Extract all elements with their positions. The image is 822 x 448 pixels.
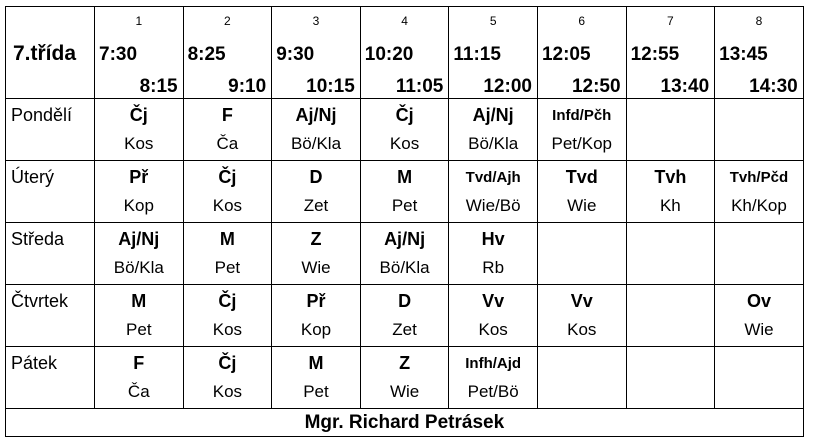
lesson-teacher: Rb	[482, 258, 505, 277]
lesson-cell	[360, 223, 449, 285]
period-number: 8	[755, 14, 763, 28]
lesson-cell	[183, 223, 272, 285]
lesson-subject: Aj/Nj	[384, 229, 426, 249]
lesson-teacher: Bö/Kla	[113, 258, 164, 277]
lesson-teacher: Wie	[389, 382, 420, 401]
day-row	[6, 347, 804, 409]
lesson-subject: Infd/Pčh	[552, 107, 612, 124]
lesson-cell	[183, 347, 272, 409]
lesson-teacher: Kh/Kop	[731, 196, 787, 215]
period-end-time: 11:05	[395, 76, 444, 97]
lesson-subject: Tvh/Pčd	[729, 169, 789, 186]
footer-row	[6, 409, 804, 437]
day-name: Středa	[11, 229, 65, 249]
lesson-subject: Ov	[746, 291, 771, 311]
lesson-teacher: Pet/Kop	[551, 134, 613, 153]
lesson-teacher: Kos	[212, 320, 243, 339]
lesson-subject: Hv	[481, 229, 505, 249]
day-name-cell	[6, 223, 95, 285]
period-header-7	[626, 7, 715, 99]
lesson-teacher: Bö/Kla	[290, 134, 342, 153]
day-name-cell	[6, 285, 95, 347]
period-start-time: 10:20	[364, 44, 414, 65]
class-cell	[6, 7, 95, 99]
lesson-subject: Z	[399, 353, 411, 373]
lesson-teacher: Kop	[300, 320, 332, 339]
lesson-teacher: Pet	[214, 258, 241, 277]
period-start-time: 11:15	[453, 44, 501, 65]
day-row	[6, 285, 804, 347]
period-number: 3	[312, 14, 320, 28]
lesson-subject: Tvd	[565, 167, 598, 187]
lesson-cell	[449, 99, 538, 161]
lesson-teacher: Wie/Bö	[465, 196, 521, 215]
lesson-cell	[715, 285, 804, 347]
lesson-teacher: Kh	[659, 196, 681, 215]
period-start-time: 13:45	[719, 44, 768, 65]
lesson-cell	[715, 99, 804, 161]
lesson-cell	[626, 285, 715, 347]
day-row	[6, 99, 804, 161]
period-header-1	[95, 7, 184, 99]
lesson-subject: Aj/Nj	[472, 105, 514, 125]
day-name: Čtvrtek	[11, 291, 69, 311]
lesson-subject: Čj	[395, 105, 414, 125]
lesson-cell	[95, 161, 184, 223]
lesson-cell	[360, 347, 449, 409]
day-name-cell	[6, 161, 95, 223]
lesson-subject: M	[308, 353, 324, 373]
lesson-cell	[449, 223, 538, 285]
lesson-cell	[360, 99, 449, 161]
lesson-cell	[537, 161, 626, 223]
lesson-cell	[360, 285, 449, 347]
timetable	[5, 6, 804, 437]
period-number: 6	[578, 14, 586, 28]
class-label: 7.třída	[13, 42, 77, 65]
lesson-subject: D	[398, 291, 412, 311]
day-name-cell	[6, 99, 95, 161]
lesson-cell	[272, 285, 361, 347]
period-start-time: 7:30	[99, 44, 138, 65]
lesson-cell	[272, 223, 361, 285]
period-end-time: 13:40	[660, 76, 710, 97]
lesson-cell	[715, 223, 804, 285]
lesson-subject: D	[309, 167, 323, 187]
lesson-teacher: Pet	[391, 196, 418, 215]
lesson-teacher: Kop	[123, 196, 154, 215]
period-end-time: 8:15	[139, 76, 178, 97]
lesson-cell	[95, 285, 184, 347]
lesson-cell	[715, 161, 804, 223]
period-header-2	[183, 7, 272, 99]
lesson-teacher: Wie	[744, 320, 774, 339]
period-header-8	[715, 7, 804, 99]
lesson-teacher: Pet	[303, 382, 329, 401]
lesson-teacher: Wie	[567, 196, 597, 215]
day-name: Pondělí	[11, 105, 73, 125]
lesson-subject: M	[397, 167, 413, 187]
lesson-cell	[626, 223, 715, 285]
lesson-teacher: Kos	[212, 382, 243, 401]
period-start-time: 12:05	[541, 44, 591, 65]
lesson-teacher: Zet	[303, 196, 329, 215]
lesson-subject: Tvh	[654, 167, 687, 187]
day-row	[6, 161, 804, 223]
lesson-cell	[449, 347, 538, 409]
lesson-subject: Vv	[482, 291, 505, 311]
lesson-subject: Čj	[218, 291, 237, 311]
lesson-subject: Tvd/Ajh	[465, 169, 521, 186]
lesson-cell	[95, 223, 184, 285]
day-name-cell	[6, 347, 95, 409]
lesson-subject: Čj	[129, 105, 148, 125]
lesson-teacher: Kos	[478, 320, 508, 339]
period-header-6	[537, 7, 626, 99]
lesson-cell	[183, 161, 272, 223]
day-name: Pátek	[11, 353, 58, 373]
period-number: 1	[135, 14, 143, 28]
lesson-cell	[183, 285, 272, 347]
period-header-3	[272, 7, 361, 99]
lesson-subject: Aj/Nj	[295, 105, 337, 125]
class-teacher-cell	[6, 409, 804, 437]
period-number: 2	[224, 14, 231, 28]
period-header-4	[360, 7, 449, 99]
lesson-subject: Vv	[570, 291, 593, 311]
period-start-time: 9:30	[276, 44, 315, 65]
lesson-subject: F	[133, 353, 145, 373]
lesson-teacher: Kos	[212, 196, 243, 215]
lesson-teacher: Ča	[127, 382, 150, 401]
period-end-time: 12:00	[483, 76, 532, 97]
lesson-cell	[626, 347, 715, 409]
period-end-time: 9:10	[228, 76, 267, 97]
lesson-subject: Př	[306, 291, 326, 311]
lesson-cell	[537, 285, 626, 347]
lesson-cell	[626, 161, 715, 223]
period-start-time: 8:25	[187, 44, 226, 65]
lesson-cell	[183, 99, 272, 161]
lesson-subject: Čj	[218, 167, 237, 187]
lesson-subject: Př	[129, 167, 149, 187]
period-number: 4	[401, 14, 408, 28]
lesson-subject: Čj	[218, 353, 237, 373]
lesson-teacher: Zet	[392, 320, 417, 339]
period-number: 5	[489, 14, 497, 28]
day-name: Úterý	[11, 167, 55, 187]
lesson-subject: Aj/Nj	[118, 229, 160, 249]
lesson-cell	[626, 99, 715, 161]
day-row	[6, 223, 804, 285]
lesson-cell	[715, 347, 804, 409]
lesson-cell	[449, 285, 538, 347]
lesson-cell	[360, 161, 449, 223]
lesson-cell	[272, 161, 361, 223]
lesson-teacher: Kos	[389, 134, 420, 153]
period-header-5	[449, 7, 538, 99]
period-number: 7	[667, 14, 674, 28]
lesson-teacher: Kos	[124, 134, 154, 153]
lesson-subject: M	[219, 229, 235, 249]
lesson-cell	[95, 99, 184, 161]
lesson-teacher: Wie	[301, 258, 331, 277]
lesson-cell	[537, 347, 626, 409]
lesson-cell	[449, 161, 538, 223]
period-end-time: 12:50	[571, 76, 621, 97]
lesson-subject: Infh/Ajd	[465, 355, 522, 372]
lesson-teacher: Ča	[216, 134, 239, 153]
class-teacher-name: Mgr. Richard Petrásek	[304, 412, 505, 433]
lesson-cell	[537, 99, 626, 161]
lesson-teacher: Bö/Kla	[468, 134, 519, 153]
lesson-cell	[537, 223, 626, 285]
lesson-subject: F	[221, 105, 233, 125]
lesson-cell	[95, 347, 184, 409]
lesson-teacher: Kos	[567, 320, 597, 339]
period-end-time: 10:15	[306, 76, 355, 97]
lesson-subject: Z	[310, 229, 322, 249]
period-end-time: 14:30	[749, 76, 798, 97]
lesson-teacher: Bö/Kla	[379, 258, 430, 277]
lesson-teacher: Pet	[126, 320, 152, 339]
header-row	[6, 7, 804, 99]
lesson-cell	[272, 347, 361, 409]
lesson-cell	[272, 99, 361, 161]
period-start-time: 12:55	[630, 44, 680, 65]
lesson-subject: M	[131, 291, 147, 311]
lesson-teacher: Pet/Bö	[467, 382, 519, 401]
